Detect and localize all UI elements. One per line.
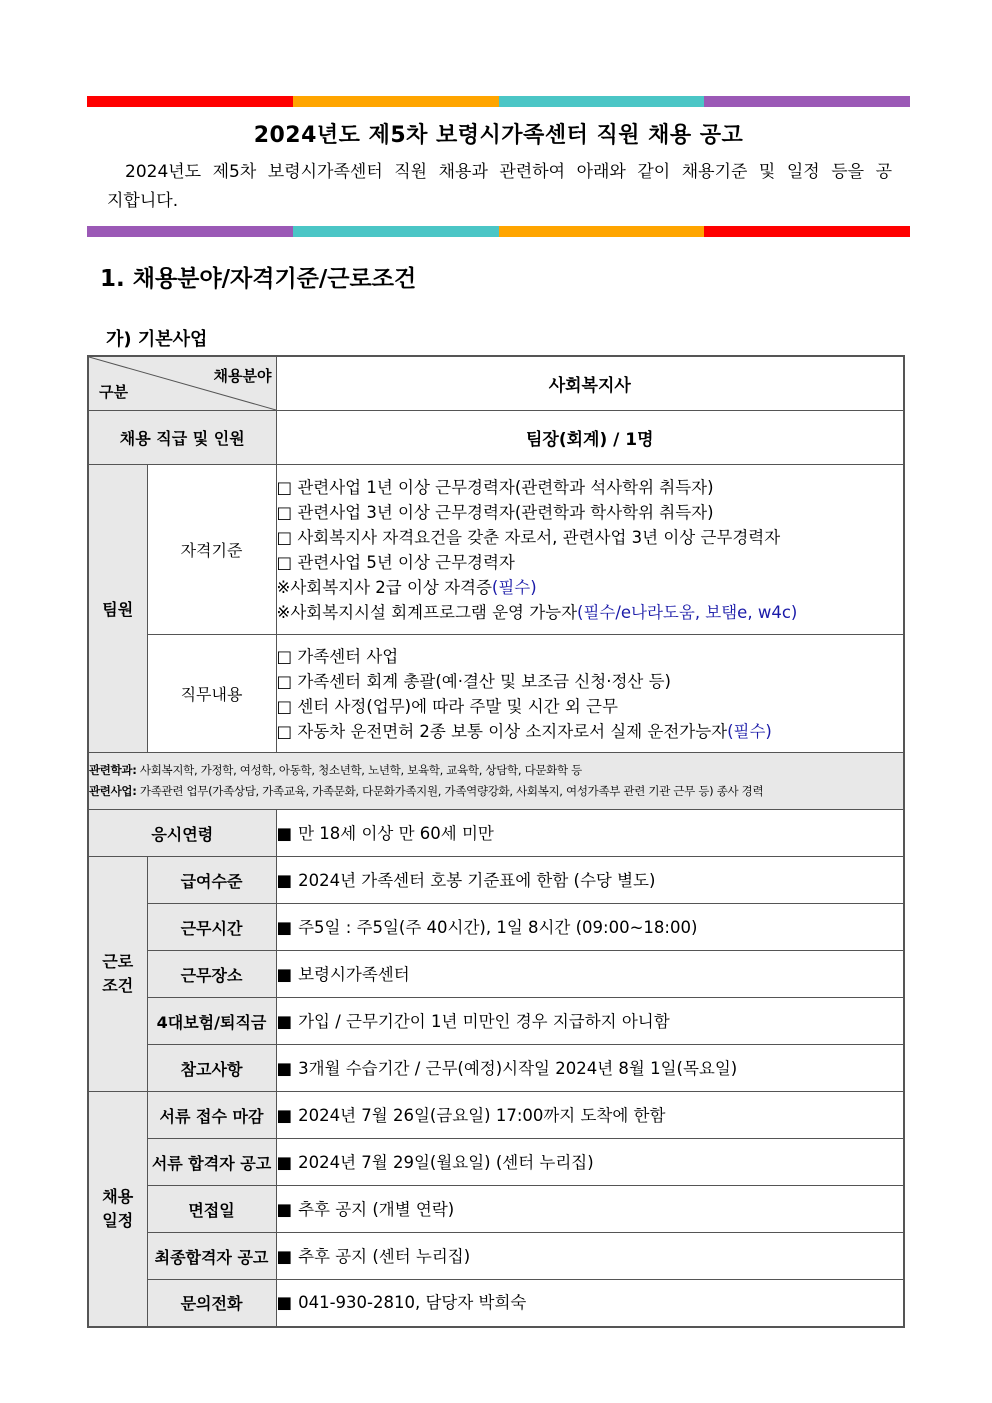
- work-value: ■ 3개월 수습기간 / 근무(예정)시작일 2024년 8월 1일(목요일): [276, 1045, 904, 1092]
- work-value: ■ 보령시가족센터: [276, 951, 904, 998]
- schedule-value: ■ 추후 공지 (개별 연락): [276, 1186, 904, 1233]
- work-value: ■ 주5일 : 주5일(주 40시간), 1일 8시간 (09:00~18:00): [276, 904, 904, 951]
- header-category-label: 구분: [99, 383, 128, 401]
- qual-cell: [276, 465, 904, 635]
- related-info: 관련학과: 사회복지학, 가정학, 여성학, 아동학, 청소년학, 노년학, 보육학, 교육학, 상담학, 다문화학 등 관련사업: 가족관련 업무(가족상담, 가족교육, 가족문화, 다문화가족지원, 가족역량강화, 사회복지, 여성가족부 관련 기관 근무 등) 종사 경력: [88, 753, 904, 810]
- duty-label: 직무내용: [147, 635, 276, 753]
- qual-item: □ 관련사업 5년 이상 근무경력자: [276, 552, 515, 572]
- work-label: 급여수준: [147, 857, 276, 904]
- qual-label: 자격기준: [147, 465, 276, 635]
- color-bar-bottom: [87, 226, 910, 237]
- color-bar-top: [87, 96, 910, 107]
- role-label: 팀원: [88, 465, 147, 753]
- work-label: 4대보험/퇴직금: [147, 998, 276, 1045]
- work-label: 참고사항: [147, 1045, 276, 1092]
- schedule-value: ■ 2024년 7월 26일(금요일) 17:00까지 도착에 한함: [276, 1092, 904, 1139]
- qual-item: □ 관련사업 3년 이상 근무경력자(관련학과 학사학위 취득자): [276, 502, 714, 522]
- work-label: 근무장소: [147, 951, 276, 998]
- schedule-label: 면접일: [147, 1186, 276, 1233]
- page-title: 2024년도 제5차 보령시가족센터 직원 채용 공고: [253, 123, 744, 148]
- duty-item: □ 센터 사정(업무)에 따라 주말 및 시간 외 근무: [276, 696, 618, 716]
- section-heading: 1. 채용분야/자격기준/근로조건: [100, 266, 417, 292]
- schedule-value: ■ 2024년 7월 29일(월요일) (센터 누리집): [276, 1139, 904, 1186]
- schedule-label: 문의전화: [147, 1280, 276, 1327]
- position-value: 팀장(회계) / 1명: [276, 411, 904, 465]
- duty-item: □ 가족센터 사업: [276, 646, 399, 666]
- duty-cell: [276, 635, 904, 753]
- schedule-value: ■ 추후 공지 (센터 누리집): [276, 1233, 904, 1280]
- qual-item: □ 사회복지사 자격요건을 갖춘 자로서, 관련사업 3년 이상 근무경력자: [276, 527, 781, 547]
- work-value: ■ 2024년 가족센터 호봉 기준표에 한함 (수당 별도): [276, 857, 904, 904]
- schedule-value: ■ 041-930-2810, 담당자 박희숙: [276, 1280, 904, 1327]
- position-label: 채용 직급 및 인원: [88, 411, 276, 465]
- work-group-label: 근로 조건: [88, 857, 147, 1092]
- age-value: ■ 만 18세 이상 만 60세 미만: [276, 810, 904, 857]
- recruitment-table: [87, 355, 905, 1328]
- age-label: 응시연령: [88, 810, 276, 857]
- schedule-label: 서류 접수 마감: [147, 1092, 276, 1139]
- schedule-group-label: 채용 일정: [88, 1092, 147, 1327]
- header-diagonal-cell: [88, 356, 276, 411]
- duty-item: □ 가족센터 회계 총괄(예·결산 및 보조금 신청·정산 등): [276, 671, 671, 691]
- intro-text: 2024년도 제5차 보령시가족센터 직원 채용과 관련하여 아래와 같이 채용기준 및 일정 등을 공지합니다.: [107, 162, 892, 211]
- work-value: ■ 가입 / 근무기간이 1년 미만인 경우 지급하지 아니함: [276, 998, 904, 1045]
- schedule-label: 최종합격자 공고: [147, 1233, 276, 1280]
- qual-note: ※사회복지사 2급 이상 자격증(필수): [276, 577, 537, 597]
- schedule-label: 서류 합격자 공고: [147, 1139, 276, 1186]
- subsection-heading: 가) 기본사업: [106, 329, 208, 350]
- work-label: 근무시간: [147, 904, 276, 951]
- header-field-label: 채용분야: [213, 367, 272, 385]
- duty-item: □ 자동차 운전면허 2종 보통 이상 소지자로서 실제 운전가능자(필수): [276, 721, 772, 741]
- qual-note: ※사회복지시설 회계프로그램 운영 가능자(필수/e나라도움, 보탬e, w4c): [276, 602, 798, 622]
- qual-item: □ 관련사업 1년 이상 근무경력자(관련학과 석사학위 취득자): [276, 477, 714, 497]
- field-value: 사회복지사: [276, 356, 904, 411]
